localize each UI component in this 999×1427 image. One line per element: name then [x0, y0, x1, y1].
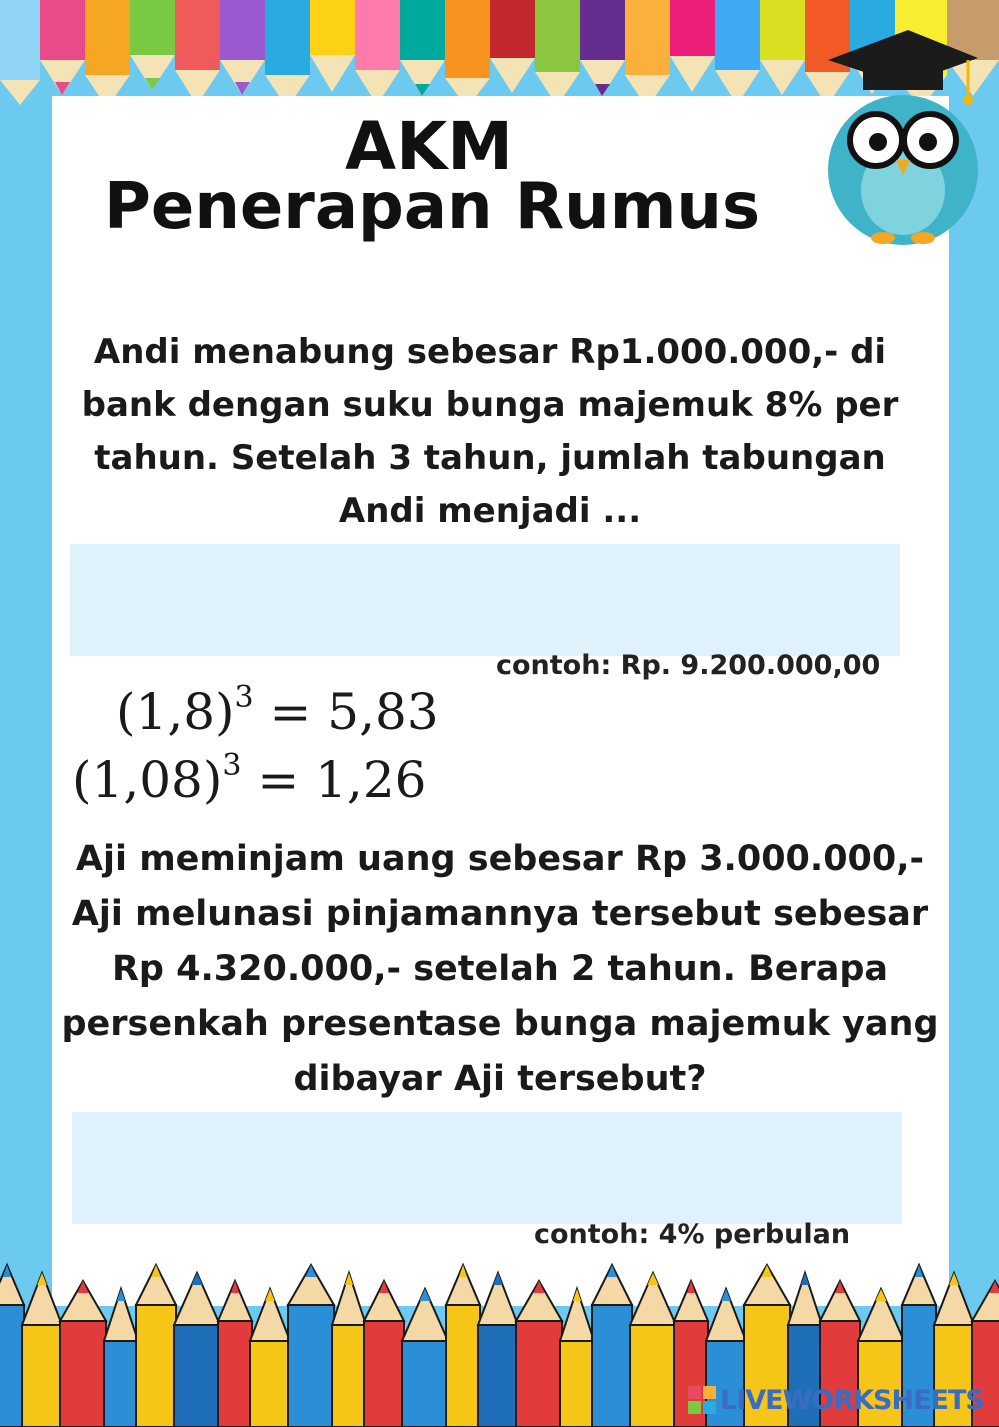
formula-1-base: (1,8)	[116, 683, 235, 741]
liveworksheets-brand	[688, 1384, 984, 1416]
formula-2-result: = 1,26	[241, 751, 427, 809]
formula-2	[72, 748, 426, 809]
question-1-text: Andi menabung sebesar Rp1.000.000,- di bank dengan suku bunga majemuk 8% per tahun. Setelah 3 tahun, jumlah tabungan Andi menjadi ...	[81, 332, 899, 531]
formula-1	[116, 680, 439, 741]
answer-2-input[interactable]	[72, 1112, 902, 1224]
brand-name: LIVEWORKSHEETS	[720, 1384, 984, 1416]
formula-1-result: = 5,83	[253, 683, 439, 741]
formula-2-exponent: 3	[222, 748, 242, 783]
liveworksheets-logo-icon	[688, 1386, 716, 1414]
question-2-text: Aji meminjam uang sebesar Rp 3.000.000,- Aji melunasi pinjamannya tersebut sebesar Rp 4.320.000,- setelah 2 tahun. Berapa persenkah presentase bunga majemuk yang dibayar Aji tersebut?	[61, 839, 939, 1099]
formula-1-exponent: 3	[234, 680, 254, 715]
owl-mascot-icon	[818, 20, 983, 245]
answer-1-example: contoh: Rp. 9.200.000,00	[496, 650, 881, 681]
formula-2-base: (1,08)	[72, 751, 223, 809]
answer-1-input[interactable]	[70, 544, 900, 656]
page-title: AKM	[345, 108, 513, 185]
page-subtitle: Penerapan Rumus	[104, 170, 761, 244]
answer-2-example: contoh: 4% perbulan	[534, 1219, 851, 1250]
